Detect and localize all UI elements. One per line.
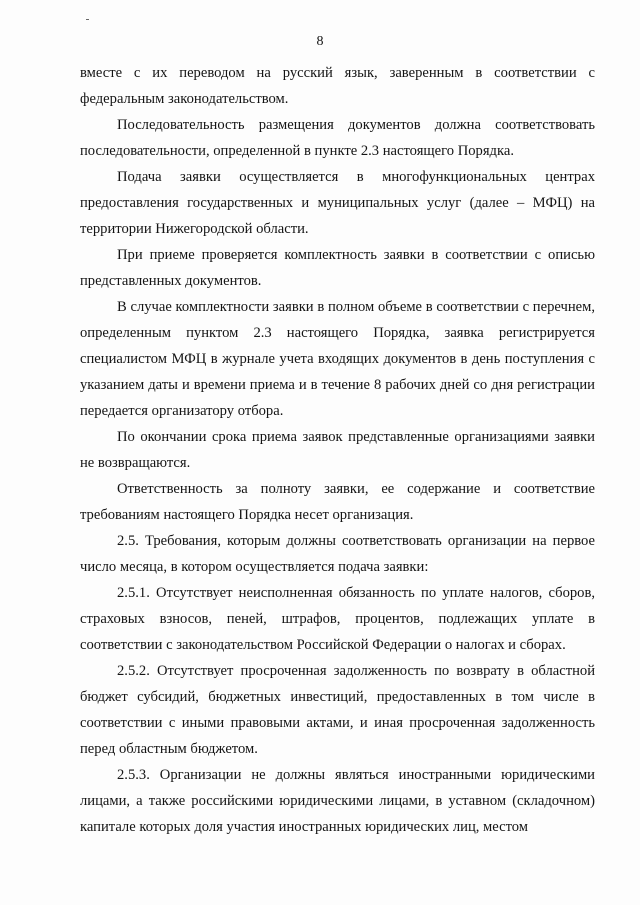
paragraph-completeness-check: При приеме проверяется комплектность заявки в соответствии с описью представленных документов.	[80, 247, 595, 289]
paragraph-continuation: вместе с их переводом на русский язык, заверенным в соответствии с федеральным законодательством.	[80, 65, 595, 107]
paragraph-section-2-5-3: 2.5.3. Организации не должны являться иностранными юридическими лицами, а также российскими юридическими лицами, в уставном (складочном) капитале которых доля участия иностранных юридических лиц, местом	[80, 767, 595, 835]
page-number: 8	[316, 34, 324, 49]
paragraph-responsibility: Ответственность за полноту заявки, ее содержание и соответствие требованиям настоящего Порядка несет организация.	[80, 481, 595, 523]
document-body	[80, 60, 595, 840]
paragraph-section-2-5-2: 2.5.2. Отсутствует просроченная задолженность по возврату в областной бюджет субсидий, бюджетных инвестиций, предоставленных в том числе в соответствии с иными правовыми актами, и иная просроченная задолженность перед областным бюджетом.	[80, 663, 595, 757]
paragraph-no-return: По окончании срока приема заявок представленные организациями заявки не возвращаются.	[80, 429, 595, 471]
paragraph-section-2-5: 2.5. Требования, которым должны соответствовать организации на первое число месяца, в котором осуществляется подача заявки:	[80, 533, 595, 575]
paragraph-submission-mfc: Подача заявки осуществляется в многофункциональных центрах предоставления государственных и муниципальных услуг (далее – МФЦ) на территории Нижегородской области.	[80, 169, 595, 237]
paragraph-registration: В случае комплектности заявки в полном объеме в соответствии с перечнем, определенным пунктом 2.3 настоящего Порядка, заявка регистрируется специалистом МФЦ в журнале учета входящих документов в день поступления с указанием даты и времени приема и в течение 8 рабочих дней со дня регистрации передается организатору отбора.	[80, 299, 595, 419]
paragraph-section-2-5-1: 2.5.1. Отсутствует неисполненная обязанность по уплате налогов, сборов, страховых взносов, пеней, штрафов, процентов, подлежащих уплате в соответствии с законодательством Российской Федерации о налогах и сборах.	[80, 585, 595, 653]
paragraph-document-order: Последовательность размещения документов должна соответствовать последовательности, определенной в пункте 2.3 настоящего Порядка.	[80, 117, 595, 159]
scan-speck	[86, 19, 89, 20]
